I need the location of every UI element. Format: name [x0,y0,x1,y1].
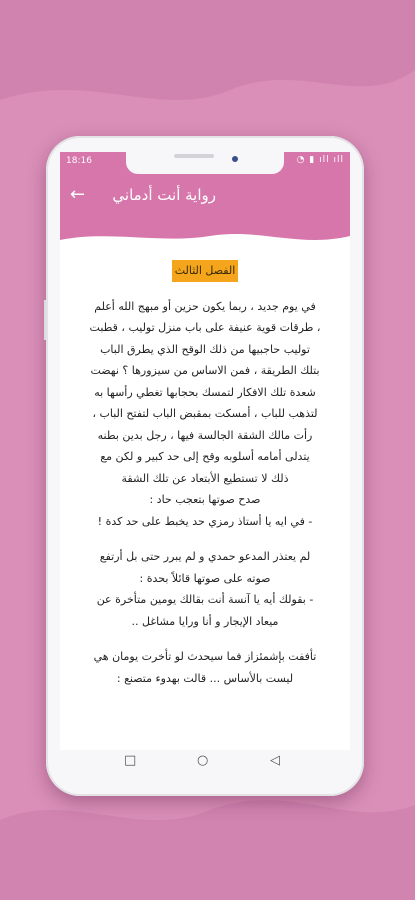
status-time: 18:16 [66,156,92,166]
home-icon[interactable]: ○ [197,753,209,768]
paragraph-line: بتلك الطريقة ، فمن الاساس من سيزورها ؟ نهضت [90,364,320,377]
arrow-back-icon[interactable]: ← [70,184,86,205]
back-nav-icon[interactable]: ◁ [270,753,280,768]
paragraph-line: ليست بالأساس ... قالت بهدوء متصنع : [116,671,294,685]
appbar-wave [60,222,350,248]
paragraph-line: ذلك لا تستطيع الأبتعاد عن تلك الشقة [121,471,289,485]
paragraph-line: توليب حاجبيها من ذلك الوقح الذي يطرق الباب [100,342,310,356]
paragraph-line: تأففت بإشمئزاز فما سيحدث لو تأخرت يومان هي [93,650,317,663]
paragraph-line: ، طرقات قوية عنيفة على باب منزل توليب ، قطبت [89,321,321,334]
paragraph-line: لم يعتذر المدعو حمدي و لم يبرر حتى بل أرتفع [99,550,311,563]
paragraph-line: رأت مالك الشقة الجالسة فيها ، رجل بدين بطنه [97,428,313,442]
phone-side-button [44,300,46,340]
phone-screen [60,152,350,750]
camera-icon [232,156,238,162]
recent-apps-icon[interactable]: □ [124,753,137,768]
system-nav-bar [60,748,350,778]
paragraph-line: ميعاد الإيجار و أنا ورايا مشاغل .. [131,614,279,628]
app-bar [60,172,350,224]
paragraph-line: شعدة تلك الافكار لتمسك بحجابها تغطي رأسها به [94,385,316,399]
paragraph-line: صوته على صوتها قائلاً بحدة : [139,571,271,585]
paragraph-line: لتذهب للباب ، أمسكت بمقبض الباب لتفتح الباب ، [92,407,318,420]
status-icons: ◔ ▮ ıll ıll [296,155,344,165]
paragraph-line: - بقولك أيه يا آنسة أنت بقالك يومين متأخرة عن [96,593,314,606]
paragraph-line: يتدلى أمامه أسلوبه وقح إلى حد كبير و لكن مع [100,450,310,463]
paragraph-line: - في ايه يا أستاذ رمزي حد يخبط على حد كدة ! [97,514,313,528]
speaker-grille [174,154,214,158]
paragraph-line: في يوم جديد ، ربما يكون حزين أو مبهج الله أعلم [94,299,316,313]
paragraph-line: صدح صوتها بتعجب حاد : [149,493,261,506]
chapter-title: الفصل الثالث [172,260,239,282]
page-title: رواية أنت أدماني [112,186,216,204]
chapter-content [68,260,342,689]
phone-notch [126,150,284,174]
